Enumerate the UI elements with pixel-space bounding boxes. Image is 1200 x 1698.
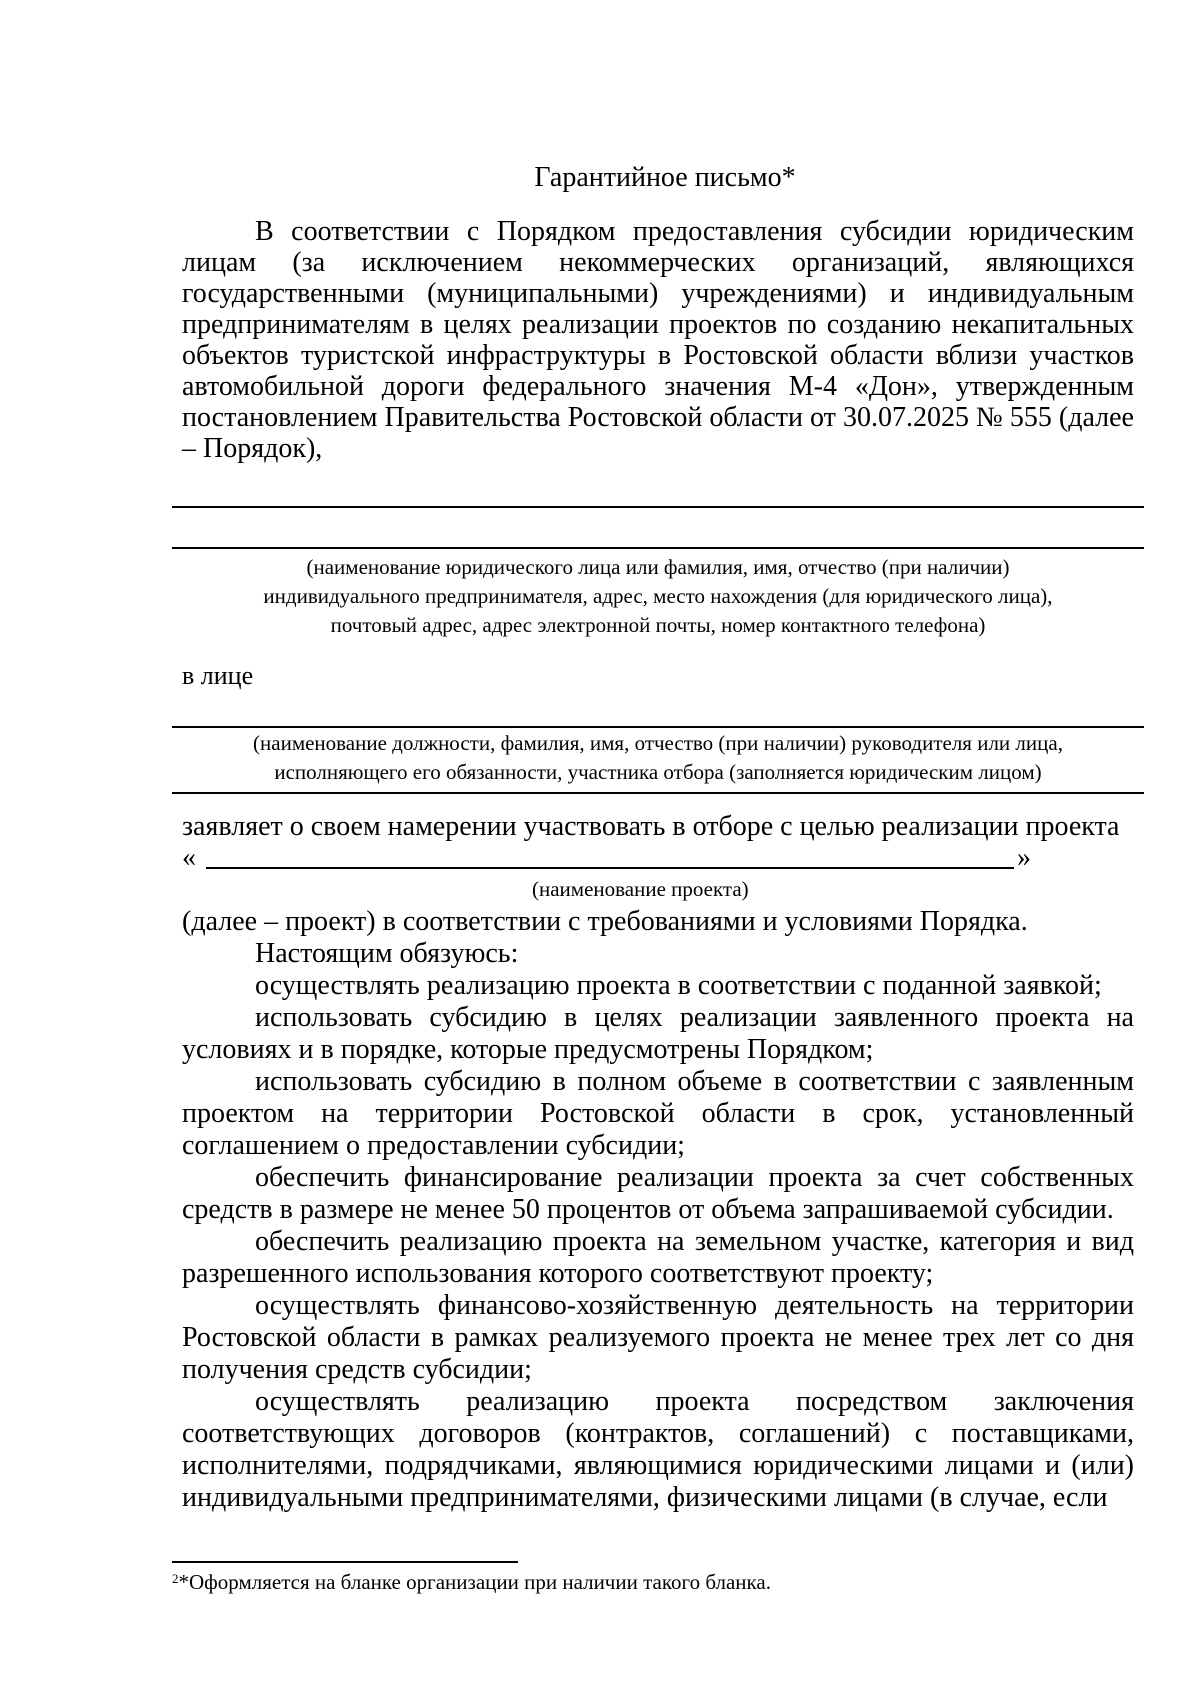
representative-caption-line: (наименование должности, фамилия, имя, отчество (при наличии) руководителя или лица, (253, 731, 1063, 755)
declare-text: заявляет о своем намерении участвовать в отборе с целью реализации проекта (182, 811, 1120, 842)
obligation-item: осуществлять реализацию проекта посредством заключения соответствующих договоров (контрактов, соглашений) с поставщиками, исполнителями, подрядчиками, являющимися юридическими лицами и (или) индивидуальными предпринимателями, физическими лицами (в случае, если (182, 1386, 1134, 1513)
obligation-item: осуществлять реализацию проекта в соответствии с поданной заявкой; (255, 970, 1102, 1001)
project-caption: (наименование проекта) (532, 877, 749, 901)
footnote-text: *Оформляется на бланке организации при наличии такого бланка. (178, 1570, 771, 1594)
obligation-item: обеспечить реализацию проекта на земельном участке, категория и вид разрешенного использования которого соответствуют проекту; (182, 1226, 1134, 1289)
representative-fill-line (172, 726, 1144, 728)
applicant-caption-line: почтовый адрес, адрес электронной почты, номер контактного телефона) (330, 613, 986, 637)
project-name-fill-line (206, 867, 1014, 869)
applicant-caption (172, 553, 1144, 640)
applicant-fill-line-2 (172, 547, 1144, 549)
obligation-item: обеспечить финансирование реализации проекта за счет собственных средств в размере не менее 50 процентов от объема запрашиваемой субсидии. (182, 1162, 1134, 1225)
representative-bottom-line (172, 792, 1144, 794)
obligation-item: осуществлять финансово-хозяйственную деятельность на территории Ростовской области в рамках реализуемого проекта не менее трех лет со дня получения средств субсидии; (182, 1290, 1134, 1385)
project-name-field (182, 842, 1134, 873)
quote-open: « (182, 842, 196, 873)
quote-close: » (1017, 842, 1031, 873)
obligation-item: использовать субсидию в полном объеме в соответствии с заявленным проектом на территории Ростовской области в срок, установленный соглашением о предоставлении субсидии; (182, 1066, 1134, 1161)
footnote-mark: 2 (172, 1571, 179, 1586)
after-project-text: (далее – проект) в соответствии с требованиями и условиями Порядка. (182, 906, 1028, 937)
document-title: Гарантийное письмо* (534, 162, 796, 193)
commit-intro: Настоящим обязуюсь: (255, 938, 519, 969)
intro-paragraph: В соответствии с Порядком предоставления субсидии юридическим лицам (за исключением некоммерческих организаций, являющихся государственными (муниципальными) учреждениями) и индивидуальным предпринимателям в целях реализации проектов по созданию некапитальных объектов туристской инфраструктуры в Ростовской области вблизи участков автомобильной дороги федерального значения М-4 «Дон», утвержденным постановлением Правительства Ростовской области от 30.07.2025 № 555 (далее – Порядок), (182, 216, 1134, 464)
applicant-caption-line: (наименование юридического лица или фамилия, имя, отчество (при наличии) (306, 555, 1010, 579)
footnote (172, 1565, 771, 1596)
obligation-item: использовать субсидию в целях реализации заявленного проекта на условиях и в порядке, которые предусмотрены Порядком; (182, 1002, 1134, 1065)
applicant-fill-line-1 (172, 506, 1144, 508)
applicant-caption-line: индивидуального предпринимателя, адрес, место нахождения (для юридического лица), (263, 584, 1053, 608)
footnote-separator (172, 1561, 518, 1563)
representative-caption (172, 729, 1144, 787)
representative-caption-line: исполняющего его обязанности, участника отбора (заполняется юридическим лицом) (274, 760, 1042, 784)
in-person-label: в лице (182, 661, 254, 690)
obligations-body (182, 906, 1134, 1514)
